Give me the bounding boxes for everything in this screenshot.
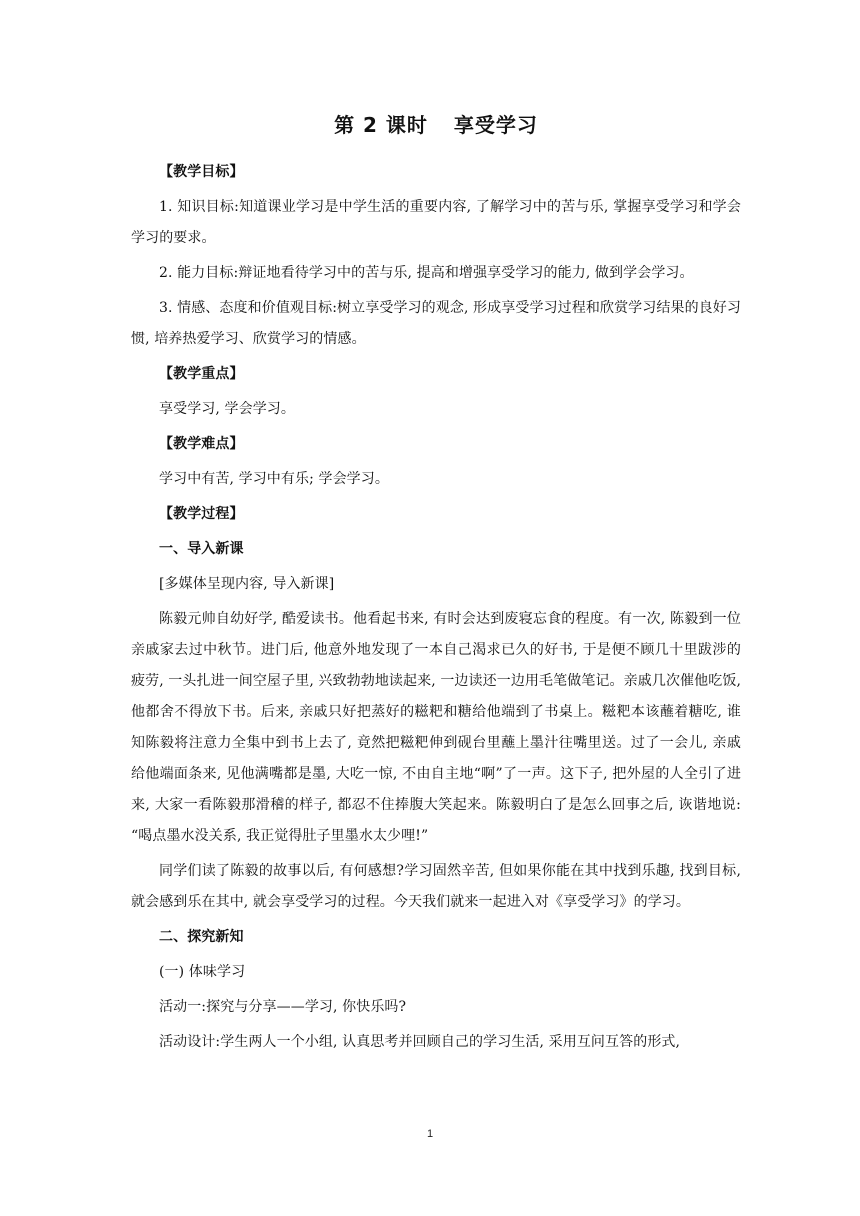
body-paragraph: (一) 体味学习 [159,964,246,980]
body-paragraph: 学习中有苦, 学习中有乐; 学会学习。 [159,471,389,487]
section-heading: 【教学重点】 [159,366,244,382]
body-paragraph: 陈毅元帅自幼好学, 酷爱读书。他看起书来, 有时会达到废寝忘食的程度。有一次, 陈毅到一位亲戚家去过中秋节。进门后, 他意外地发现了一本自己渴求已久的好书, 于是便不顾几十里跋涉的疲劳, 一头扎进一间空屋子里, 兴致勃勃地读起来, 一边读还一边用毛笔做笔记。亲戚几次催他吃饭, 他都舍不得放下书。后来, 亲戚只好把蒸好的糍粑和糖给他端到了书桌上。糍粑本该蘸着糖吃, 谁知陈毅将注意力全集中到书上去了, 竟然把糍粑伸到砚台里蘸上墨汁往嘴里送。过了一会儿, 亲戚给他端面条来, 见他满嘴都是墨, 大吃一惊, 不由自主地“啊”了一声。这下子, 把外屋的人全引了进来, 大家一看陈毅那滑稽的样子, 都忍不住捧腹大笑起来。陈毅明白了是怎么回事之后, 诙谐地说: “喝点墨水没关系, 我正觉得肚子里墨水太少哩!” [131,611,741,844]
body-paragraph: 同学们读了陈毅的故事以后, 有何感想?学习固然辛苦, 但如果你能在其中找到乐趣, 找到目标, 就会感到乐在其中, 就会享受学习的过程。今天我们就来一起进入对《享受学习》的学习。 [131,863,741,910]
section-heading: 【教学难点】 [159,436,244,452]
page-title [131,110,741,140]
body-paragraph: 3. 情感、态度和价值观目标:树立享受学习的观念, 形成享受学习过程和欣赏学习结果的良好习惯, 培养热爱学习、欣赏学习的情感。 [131,300,741,347]
body-paragraph: 享受学习, 学会学习。 [159,401,295,417]
body-paragraph: [多媒体呈现内容, 导入新课] [159,576,335,592]
page-content [131,110,741,1062]
section-heading: 二、探究新知 [159,929,244,945]
body-paragraph: 2. 能力目标:辩证地看待学习中的苦与乐, 提高和增强享受学习的能力, 做到学会学习。 [159,265,694,281]
page-number: 1 [426,1128,434,1140]
lesson-number: 第 2 课时 [334,113,428,137]
body-paragraph: 活动设计:学生两人一个小组, 认真思考并回顾自己的学习生活, 采用互问互答的形式, [159,1034,681,1050]
paragraph-list [131,157,741,1058]
body-paragraph: 活动一:探究与分享——学习, 你快乐吗? [159,999,407,1015]
section-heading: 【教学目标】 [159,164,244,180]
body-paragraph: 1. 知识目标:知道课业学习是中学生活的重要内容, 了解学习中的苦与乐, 掌握享受学习和学会学习的要求。 [131,199,741,246]
lesson-topic: 享受学习 [453,113,538,137]
section-heading: 一、导入新课 [159,541,244,557]
section-heading: 【教学过程】 [159,506,244,522]
